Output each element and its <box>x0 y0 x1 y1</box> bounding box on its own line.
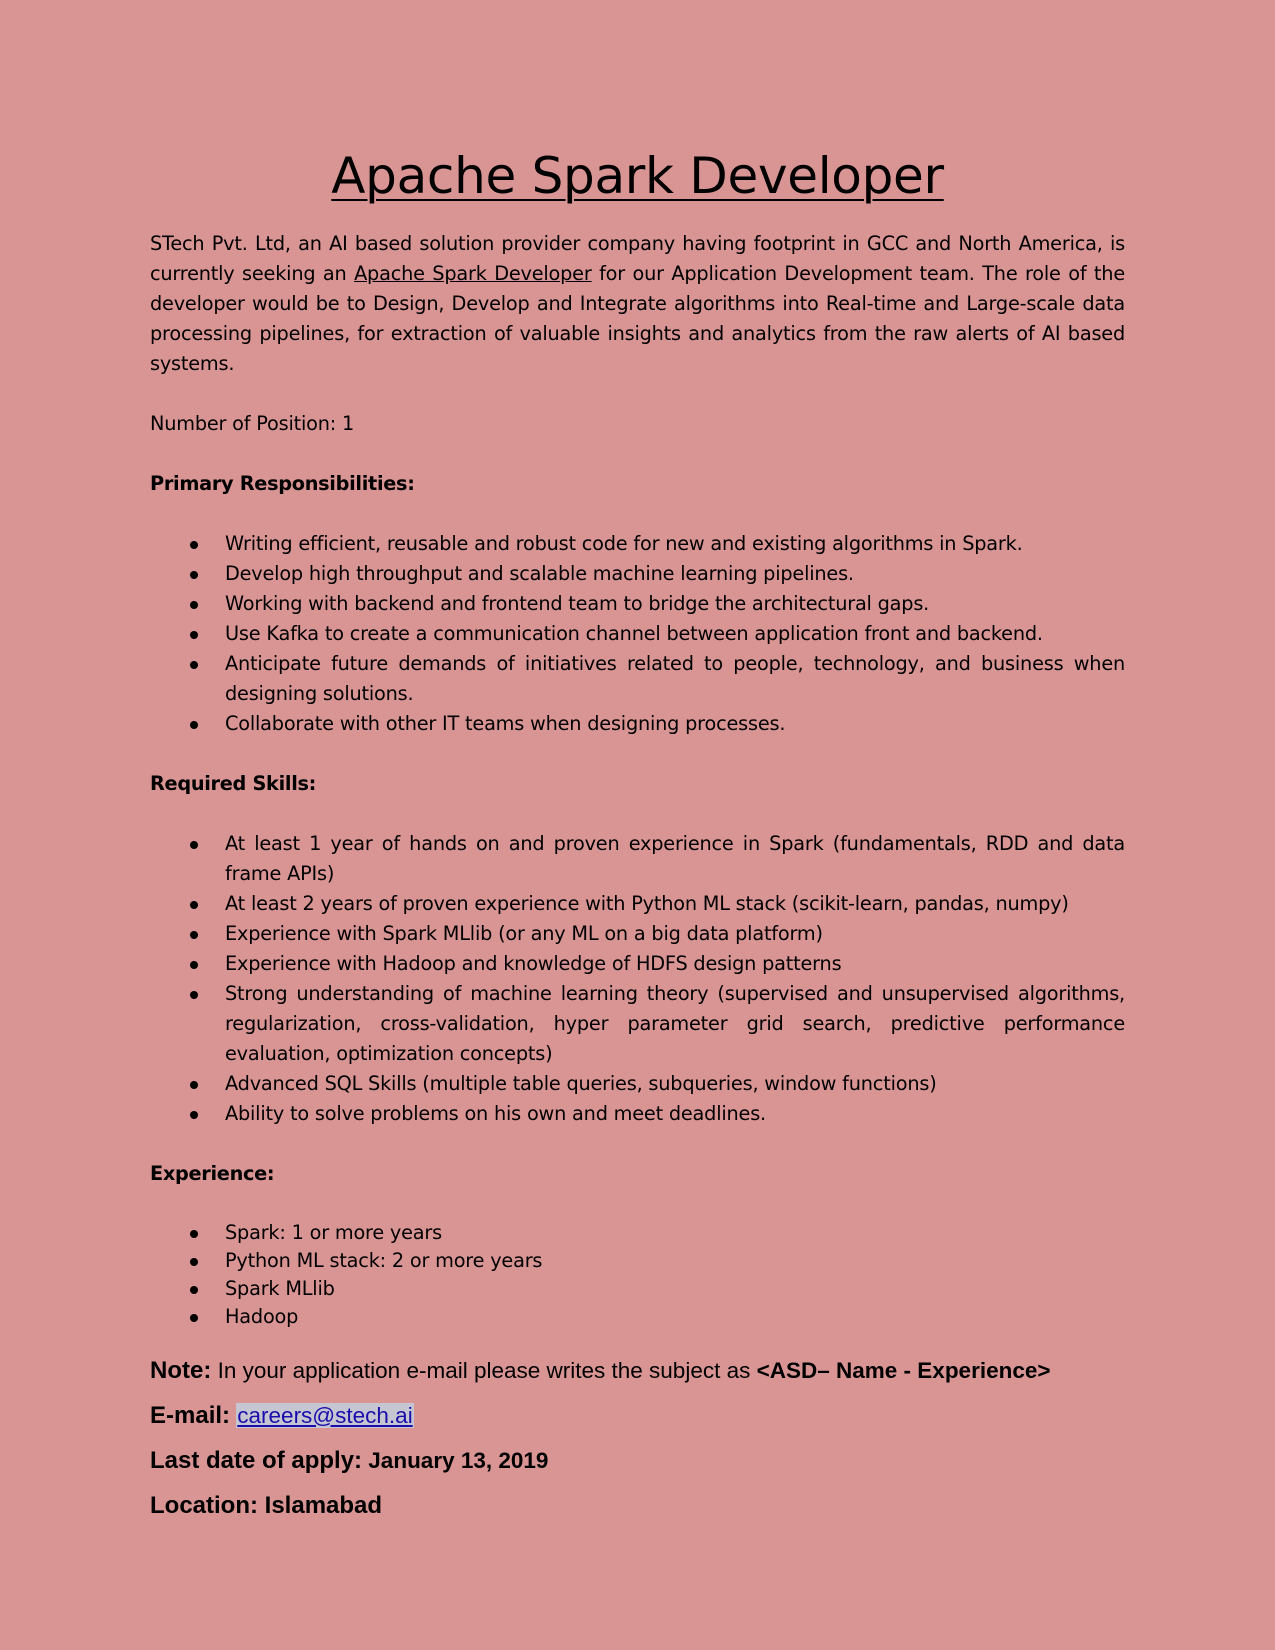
note-subject: <ASD– Name - Experience> <box>756 1357 1051 1383</box>
spacer <box>150 739 1125 769</box>
spacer <box>150 379 1125 409</box>
list-item-text: Hadoop <box>225 1304 299 1328</box>
bullet-icon <box>190 901 198 909</box>
list-item <box>150 1275 1125 1303</box>
job-posting <box>150 147 1125 1537</box>
bullet-icon <box>190 1258 198 1266</box>
list-item-text: Develop high throughput and scalable machine learning pipelines. <box>225 561 854 585</box>
list-item <box>150 979 1125 1069</box>
list-item <box>150 1069 1125 1099</box>
list-item-text: Use Kafka to create a communication channel between application front and backend. <box>225 621 1043 645</box>
bullet-icon <box>190 721 198 729</box>
email-label: E-mail: <box>150 1401 231 1429</box>
list-item-text: At least 2 years of proven experience with Python ML stack (scikit-learn, pandas, numpy) <box>225 891 1069 915</box>
list-item-text: Experience with Hadoop and knowledge of HDFS design patterns <box>225 951 842 975</box>
note-text: In your application e-mail please writes the subject as <box>211 1357 757 1383</box>
bullet-icon <box>190 1314 198 1322</box>
bullet-icon <box>190 541 198 549</box>
intro-paragraph <box>150 229 1125 379</box>
list-item <box>150 619 1125 649</box>
list-item <box>150 589 1125 619</box>
list-item-text: Working with backend and frontend team to bridge the architectural gaps. <box>225 591 930 615</box>
intro-text-before: STech Pvt. Ltd, an AI based solution provider company having footprint in GCC and North America, is currently seeking an <box>150 231 1125 285</box>
list-item <box>150 949 1125 979</box>
list-item-text: Spark MLlib <box>225 1276 335 1300</box>
list-item-text: At least 1 year of hands on and proven experience in Spark (fundamentals, RDD and data frame APIs) <box>225 831 1125 885</box>
last-date-row <box>150 1447 1125 1475</box>
skills-heading: Required Skills: <box>150 771 317 795</box>
responsibilities-heading: Primary Responsibilities: <box>150 471 415 495</box>
spacer <box>150 1129 1125 1159</box>
list-item-text: Collaborate with other IT teams when designing processes. <box>225 711 786 735</box>
list-item-text: Anticipate future demands of initiatives related to people, technology, and business when designing solutions. <box>225 651 1125 705</box>
list-item <box>150 709 1125 739</box>
list-item-text: Ability to solve problems on his own and meet deadlines. <box>225 1101 766 1125</box>
email-link[interactable]: careers@stech.ai <box>237 1402 413 1428</box>
spacer <box>150 799 1125 829</box>
list-item <box>150 1303 1125 1331</box>
note-row <box>150 1357 1125 1385</box>
list-item <box>150 1219 1125 1247</box>
bullet-icon <box>190 571 198 579</box>
bullet-icon <box>190 1286 198 1294</box>
bullet-icon <box>190 1111 198 1119</box>
spacer <box>150 499 1125 529</box>
bullet-icon <box>190 961 198 969</box>
application-details <box>150 1357 1125 1520</box>
bullet-icon <box>190 1081 198 1089</box>
bullet-icon <box>190 601 198 609</box>
list-item-text: Writing efficient, reusable and robust code for new and existing algorithms in Spark. <box>225 531 1023 555</box>
list-item-text: Spark: 1 or more years <box>225 1220 442 1244</box>
list-item <box>150 829 1125 889</box>
bullet-icon <box>190 631 198 639</box>
experience-list <box>150 1219 1125 1331</box>
list-item <box>150 649 1125 709</box>
intro-role: Apache Spark Developer <box>354 261 592 285</box>
list-item <box>150 529 1125 559</box>
skills-list <box>150 829 1125 1129</box>
location: Location: Islamabad <box>150 1491 383 1519</box>
last-date-value: January 13, 2019 <box>368 1447 549 1473</box>
email-row <box>150 1402 1125 1430</box>
bullet-icon <box>190 1230 198 1238</box>
list-item <box>150 889 1125 919</box>
last-date-label: Last date of apply: <box>150 1446 363 1474</box>
positions-count: Number of Position: 1 <box>150 411 355 435</box>
bullet-icon <box>190 841 198 849</box>
responsibilities-list <box>150 529 1125 739</box>
bullet-icon <box>190 991 198 999</box>
intro-text-after: for our Application Development team. The role of the developer would be to Design, Develop and Integrate algorithms into Real-time and Large-scale data processing pipelines, for extraction of valuable insights and analytics from the raw alerts of AI based systems. <box>150 261 1125 375</box>
list-item-text: Python ML stack: 2 or more years <box>225 1248 543 1272</box>
bullet-icon <box>190 661 198 669</box>
location-row <box>150 1492 1125 1520</box>
list-item <box>150 1247 1125 1275</box>
list-item-text: Advanced SQL Skills (multiple table queries, subqueries, window functions) <box>225 1071 937 1095</box>
list-item <box>150 559 1125 589</box>
page-title: Apache Spark Developer <box>331 147 944 205</box>
list-item-text: Experience with Spark MLlib (or any ML on a big data platform) <box>225 921 823 945</box>
list-item <box>150 1099 1125 1129</box>
list-item <box>150 919 1125 949</box>
note-label: Note: <box>150 1356 212 1384</box>
spacer <box>150 439 1125 469</box>
bullet-icon <box>190 931 198 939</box>
list-item-text: Strong understanding of machine learning theory (supervised and unsupervised algorithms, regularization, cross-validation, hyper parameter grid search, predictive performance evaluation, optimization concepts) <box>225 981 1125 1065</box>
spacer <box>150 1189 1125 1219</box>
experience-heading: Experience: <box>150 1161 275 1185</box>
